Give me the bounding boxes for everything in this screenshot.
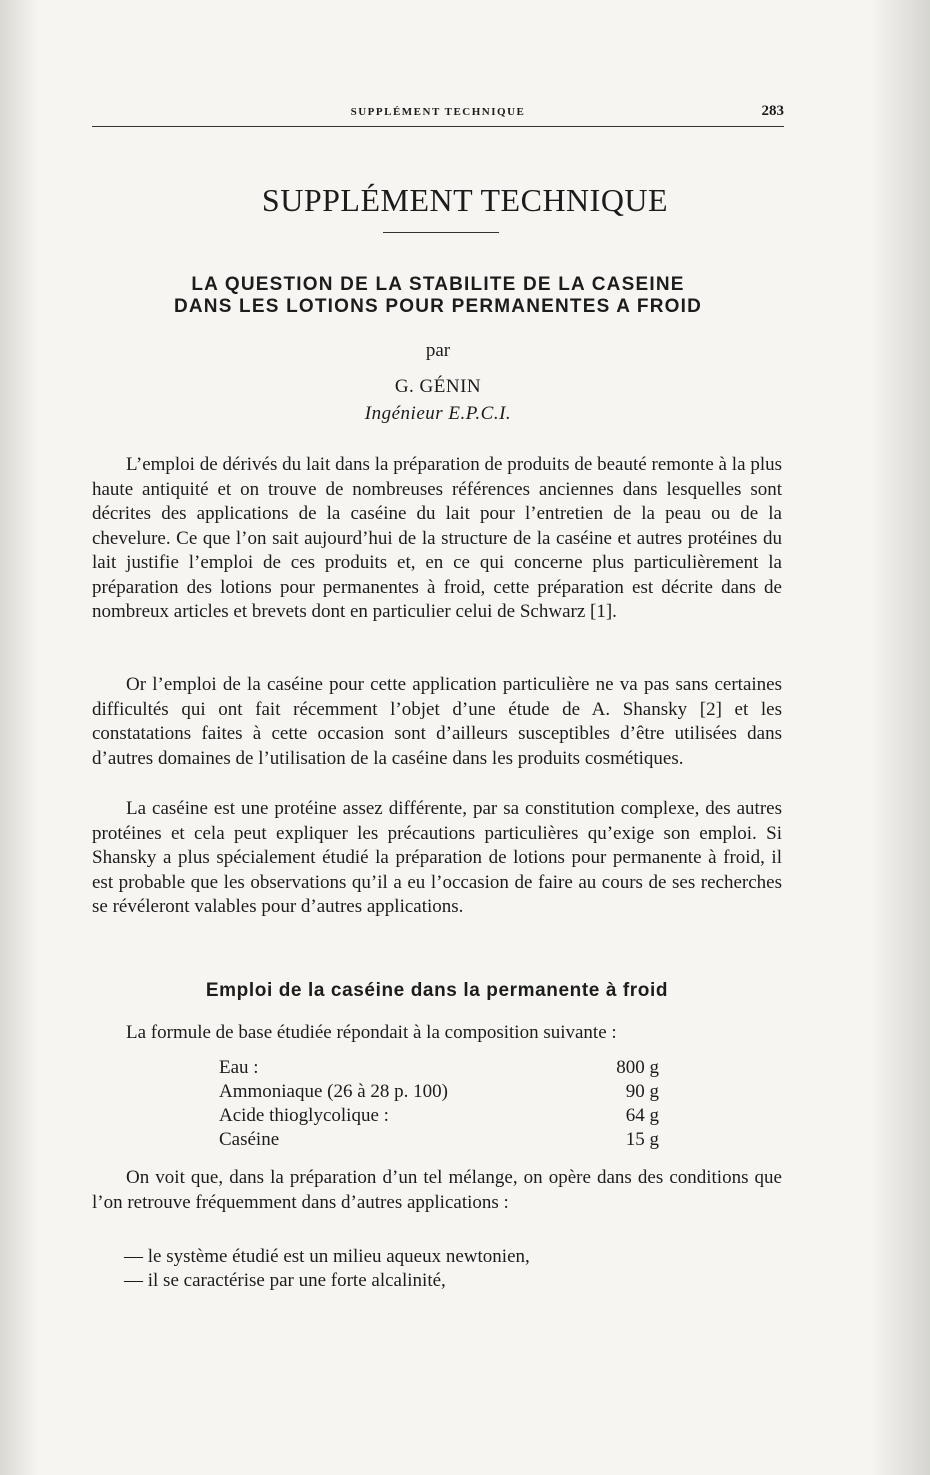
paragraph-casein-protein: La caséine est une protéine assez différente, par sa constitution complexe, des autres protéines et cela peut expliquer les précautions particulières qu’exige son emploi. Si Shansky a plus spécialement étudié la préparation de lotions pour permanente à froid, il est probable que les observations qu’il a eu l’occasion de faire au cours de ses recherches se révéleront valables pour d’autres applications. xyxy=(92,798,782,917)
byline: par xyxy=(425,340,451,361)
page-title: SUPPLÉMENT TECHNIQUE xyxy=(261,182,669,218)
running-title: SUPPLÉMENT TECHNIQUE xyxy=(350,106,526,118)
list-item: — il se caractérise par une forte alcalinité, xyxy=(124,1270,446,1291)
table-row xyxy=(219,1080,659,1104)
title-divider xyxy=(383,232,499,233)
ingredient-name: Eau : xyxy=(219,1057,259,1078)
article-title xyxy=(90,274,786,318)
article-title-line-2: DANS LES LOTIONS POUR PERMANENTES A FROID xyxy=(173,296,703,317)
ingredient-name: Acide thioglycolique : xyxy=(219,1105,389,1126)
paragraph-introduction: L’emploi de dérivés du lait dans la préparation de produits de beauté remonte à la plus haute antiquité et on trouve de nombreuses références anciennes dans lesquelles sont décrites des applications de la caséine du lait pour l’entretien de la peau ou de la chevelure. Ce que l’on sait aujourd’hui de la structure de la caséine et autres protéines du lait justifie l’emploi de ces produits et, en ce qui concerne plus particulièrement la préparation des lotions pour permanentes à froid, cette préparation est décrite dans de nombreux articles et brevets dont en particulier celui de Schwarz [1]. xyxy=(92,454,782,622)
ingredient-amount: 15 g xyxy=(625,1129,659,1150)
list-item: — le système étudié est un milieu aqueux newtonien, xyxy=(124,1246,530,1267)
table-row xyxy=(219,1128,659,1152)
composition-table xyxy=(219,1056,659,1152)
ingredient-name: Ammoniaque (26 à 28 p. 100) xyxy=(219,1081,449,1102)
ingredient-amount: 90 g xyxy=(625,1081,659,1102)
paragraph-formula-intro: La formule de base étudiée répondait à la composition suivante : xyxy=(126,1022,617,1043)
table-row xyxy=(219,1104,659,1128)
page-number: 283 xyxy=(761,103,784,119)
author-affiliation: Ingénieur E.P.C.I. xyxy=(364,403,512,424)
ingredient-amount: 64 g xyxy=(625,1105,659,1126)
ingredient-amount: 800 g xyxy=(616,1057,659,1078)
section-heading: Emploi de la caséine dans la permanente à froid xyxy=(205,980,669,1001)
running-header xyxy=(92,102,784,127)
conditions-list xyxy=(92,1245,782,1293)
paragraph-shansky-study: Or l’emploi de la caséine pour cette application particulière ne va pas sans certaines difficultés qui ont fait récemment l’objet d’une étude de A. Shansky [2] et les constatations faites à cette occasion sont d’ailleurs susceptibles d’être utilisées dans d’autres domaines de l’utilisation de la caséine dans les produits cosmétiques. xyxy=(92,674,782,769)
paragraph-conditions: On voit que, dans la préparation d’un tel mélange, on opère dans des conditions que l’on retrouve fréquemment dans d’autres applications : xyxy=(92,1167,782,1213)
article-title-line-1: LA QUESTION DE LA STABILITE DE LA CASEINE xyxy=(191,274,685,295)
ingredient-name: Caséine xyxy=(219,1129,280,1150)
author-name: G. GÉNIN xyxy=(394,376,482,397)
table-row xyxy=(219,1056,659,1080)
